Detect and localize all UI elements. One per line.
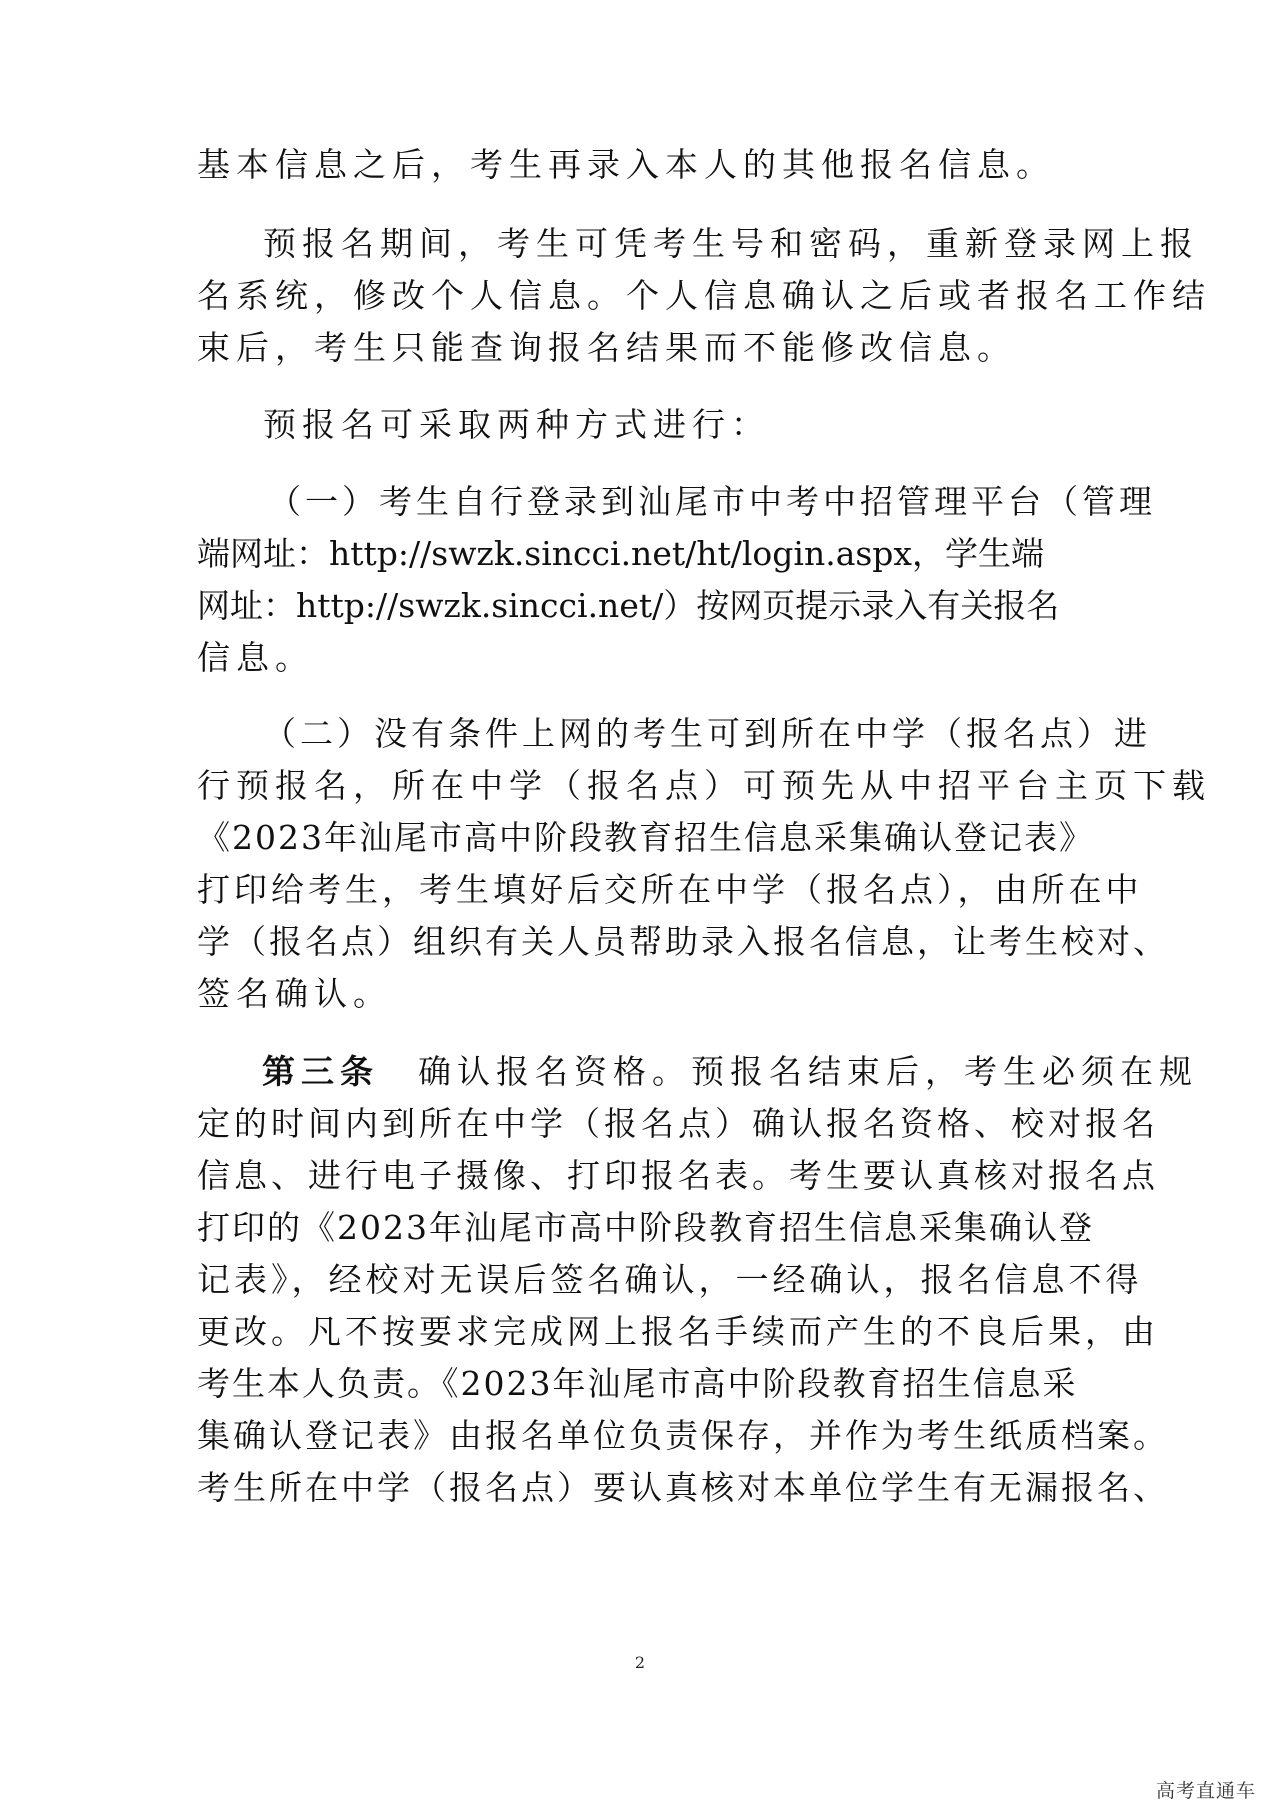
article-line: [262, 1042, 1198, 1102]
paragraph-line: 更改。凡不按要求完成网上报名手续而产生的不良后果，由: [197, 1312, 1159, 1351]
paragraph-line: 学（报名点）组织有关人员帮助录入报名信息，让考生校对、: [197, 922, 1169, 961]
paragraph-line: 考生所在中学（报名点）要认真核对本单位学生有无漏报名、: [197, 1468, 1169, 1507]
paragraph-line: 签名确认。: [197, 974, 392, 1013]
paragraph-line: 考生本人负责。《2023年汕尾市高中阶段教育招生信息采: [197, 1364, 1078, 1403]
paragraph-line: 信息。: [197, 638, 314, 677]
page-number: 2: [634, 1653, 646, 1672]
paragraph-line: 预报名可采取两种方式进行：: [263, 405, 770, 444]
paragraph-line: 基本信息之后，考生再录入本人的其他报名信息。: [197, 145, 1055, 184]
paragraph-line: （二）没有条件上网的考生可到所在中学（报名点）进: [263, 714, 1151, 753]
watermark: 高考直通车: [1155, 1780, 1256, 1802]
article-heading: 第三条: [262, 1052, 379, 1091]
paragraph-line: 打印的《2023年汕尾市高中阶段教育招生信息采集确认登: [197, 1208, 1094, 1247]
paragraph-line: 集确认登记表》由报名单位负责保存，并作为考生纸质档案。: [197, 1416, 1169, 1455]
paragraph-line: 信息、进行电子摄像、打印报名表。考生要认真核对报名点: [197, 1156, 1159, 1195]
paragraph-line: 《2023年汕尾市高中阶段教育招生信息采集确认登记表》: [197, 818, 1094, 857]
paragraph-line: 预报名期间，考生可凭考生号和密码，重新登录网上报: [263, 224, 1199, 263]
paragraph-line: 网址：http://swzk.sincci.net/）按网页提示录入有关报名: [197, 586, 1060, 625]
paragraph-line: （一）考生自行登录到汕尾市中考中招管理平台（管理: [268, 482, 1156, 521]
paragraph-line: 束后，考生只能查询报名结果而不能修改信息。: [197, 328, 1016, 367]
paragraph-line: 行预报名，所在中学（报名点）可预先从中招平台主页下载: [197, 766, 1211, 805]
article-text: 确认报名资格。预报名结束后，考生必须在规: [418, 1052, 1198, 1091]
paragraph-line: 打印给考生，考生填好后交所在中学（报名点），由所在中: [197, 870, 1143, 909]
paragraph-line: 端网址：http://swzk.sincci.net/ht/login.aspx，学生端: [197, 534, 1045, 573]
paragraph-line: 名系统，修改个人信息。个人信息确认之后或者报名工作结: [197, 276, 1211, 315]
paragraph-line: 定的时间内到所在中学（报名点）确认报名资格、校对报名: [197, 1104, 1159, 1143]
paragraph-line: 记表》，经校对无误后签名确认，一经确认，报名信息不得: [197, 1260, 1143, 1299]
